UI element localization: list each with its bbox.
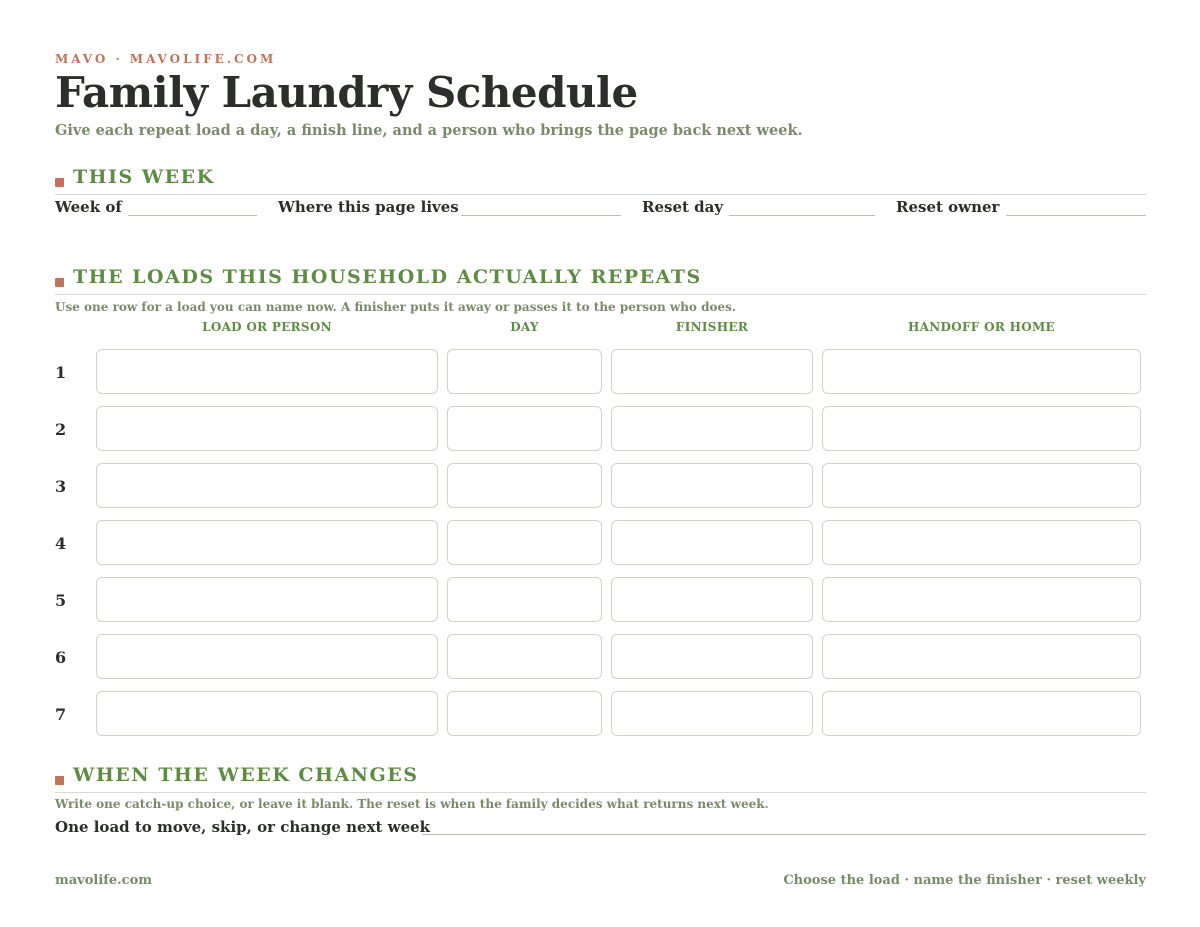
page-title: Family Laundry Schedule <box>55 68 638 117</box>
day-cell[interactable] <box>447 634 602 679</box>
load-or-person-cell[interactable] <box>96 406 438 451</box>
row-number: 5 <box>55 591 67 610</box>
day-cell[interactable] <box>447 520 602 565</box>
row-number: 2 <box>55 420 67 439</box>
changes-note: Write one catch-up choice, or leave it blank. The reset is when the family decides what returns next week. <box>55 797 769 811</box>
column-header-day: DAY <box>510 320 539 334</box>
table-row <box>55 577 1146 634</box>
reset-day-label: Reset day <box>642 198 724 216</box>
handoff-cell[interactable] <box>822 691 1141 736</box>
brand-line: MAVO · MAVOLIFE.COM <box>55 52 277 66</box>
section-bullet-icon <box>55 278 64 287</box>
loads-table <box>55 349 1146 748</box>
handoff-cell[interactable] <box>822 349 1141 394</box>
footer-site: mavolife.com <box>55 873 153 888</box>
finisher-cell[interactable] <box>611 520 813 565</box>
section-week-changes <box>55 764 1146 793</box>
row-number: 4 <box>55 534 67 553</box>
section-bullet-icon <box>55 776 64 785</box>
table-row <box>55 349 1146 406</box>
row-number: 3 <box>55 477 67 496</box>
finisher-cell[interactable] <box>611 406 813 451</box>
load-or-person-cell[interactable] <box>96 349 438 394</box>
day-cell[interactable] <box>447 577 602 622</box>
this-week-fields <box>55 198 1146 220</box>
table-row <box>55 520 1146 577</box>
table-row <box>55 691 1146 748</box>
footer-tagline: Choose the load · name the finisher · reset weekly <box>783 873 1146 888</box>
section-heading: WHEN THE WEEK CHANGES <box>73 764 419 786</box>
column-header-finisher: FINISHER <box>675 320 749 334</box>
row-number: 1 <box>55 363 67 382</box>
week-of-field[interactable] <box>128 215 257 216</box>
section-bullet-icon <box>55 178 64 187</box>
day-cell[interactable] <box>447 463 602 508</box>
handoff-cell[interactable] <box>822 634 1141 679</box>
handoff-cell[interactable] <box>822 520 1141 565</box>
catch-up-field[interactable] <box>422 834 1146 835</box>
day-cell[interactable] <box>447 406 602 451</box>
load-or-person-cell[interactable] <box>96 634 438 679</box>
page-location-field[interactable] <box>461 215 621 216</box>
day-cell[interactable] <box>447 349 602 394</box>
finisher-cell[interactable] <box>611 691 813 736</box>
catch-up-label: One load to move, skip, or change next week <box>55 818 431 836</box>
finisher-cell[interactable] <box>611 349 813 394</box>
reset-owner-label: Reset owner <box>896 198 1000 216</box>
finisher-cell[interactable] <box>611 577 813 622</box>
handoff-cell[interactable] <box>822 463 1141 508</box>
row-number: 7 <box>55 705 67 724</box>
week-of-label: Week of <box>55 198 122 216</box>
section-this-week <box>55 166 1146 195</box>
finisher-cell[interactable] <box>611 463 813 508</box>
reset-owner-field[interactable] <box>1006 215 1146 216</box>
page-subtitle: Give each repeat load a day, a finish line, and a person who brings the page back next week. <box>55 122 803 139</box>
reset-day-field[interactable] <box>729 215 875 216</box>
table-row <box>55 463 1146 520</box>
day-cell[interactable] <box>447 691 602 736</box>
row-number: 6 <box>55 648 67 667</box>
page-location-label: Where this page lives <box>278 198 459 216</box>
load-or-person-cell[interactable] <box>96 463 438 508</box>
handoff-cell[interactable] <box>822 406 1141 451</box>
load-or-person-cell[interactable] <box>96 691 438 736</box>
table-row <box>55 634 1146 691</box>
column-header-handoff: HANDOFF OR HOME <box>907 320 1056 334</box>
table-row <box>55 406 1146 463</box>
loads-note: Use one row for a load you can name now. A finisher puts it away or passes it to the person who does. <box>55 300 737 314</box>
column-header-load: LOAD OR PERSON <box>202 320 332 334</box>
section-heading: THIS WEEK <box>73 166 215 188</box>
load-or-person-cell[interactable] <box>96 577 438 622</box>
laundry-schedule-page <box>55 0 1146 927</box>
load-or-person-cell[interactable] <box>96 520 438 565</box>
finisher-cell[interactable] <box>611 634 813 679</box>
section-heading: THE LOADS THIS HOUSEHOLD ACTUALLY REPEATS <box>73 266 702 288</box>
handoff-cell[interactable] <box>822 577 1141 622</box>
section-loads <box>55 266 1146 295</box>
